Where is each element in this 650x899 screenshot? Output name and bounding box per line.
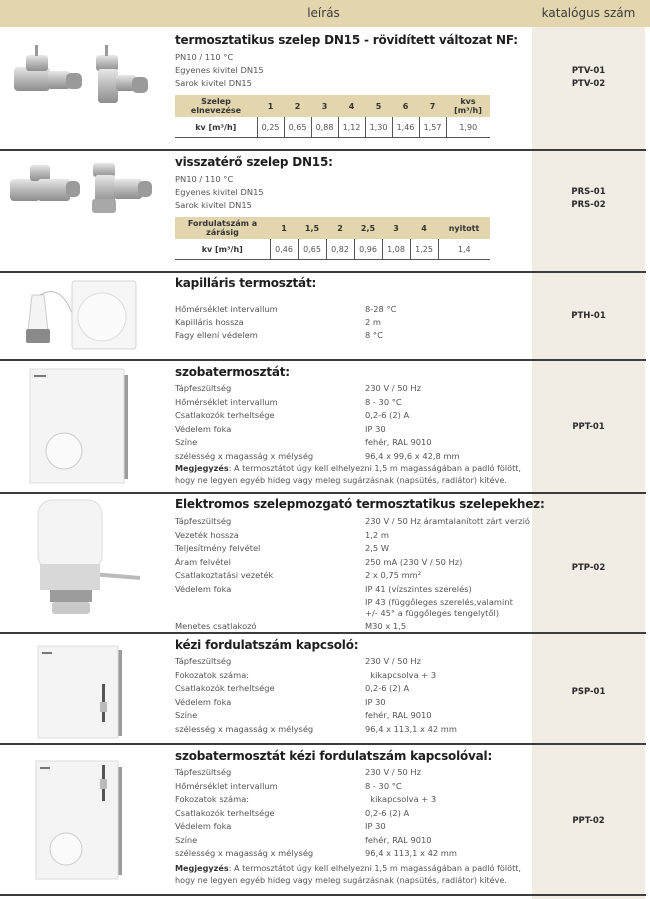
spec-label: Védelem foka <box>175 423 232 434</box>
spec-row <box>175 584 525 598</box>
product-section-ppt01 <box>0 361 650 494</box>
spec-value: 2 m <box>365 317 381 327</box>
return-valve-image <box>0 151 170 271</box>
spec-label: Színe <box>175 710 198 720</box>
spec-label: Hőmérséklet intervallum <box>175 780 278 791</box>
spec-label: Tápfeszültség <box>175 383 232 393</box>
note-label: Megjegyzés <box>175 863 229 873</box>
spec-value: IP 30 <box>365 696 386 707</box>
table-header-cell: Szelep elnevezése <box>175 95 257 117</box>
spec-value: IP 41 (vízszintes szerelés) <box>365 583 472 594</box>
note-text: hogy ne legyen egyéb hideg vagy meleg sugárzásnak (napsütés, radiátor) kitéve. <box>175 874 507 885</box>
spec-value: IP 30 <box>365 423 386 434</box>
spec-line: Sarok kivitel DN15 <box>175 78 252 88</box>
spec-row <box>175 767 525 781</box>
spec-value: 0,2-6 (2) A <box>365 410 410 420</box>
header-description: leírás <box>307 6 340 20</box>
spec-label: Védelem foka <box>175 821 232 831</box>
spec-row <box>175 530 525 544</box>
spec-row <box>175 543 525 557</box>
table-cell: 0,96 <box>354 239 382 260</box>
spec-value: 96,4 x 99,6 x 42,8 mm <box>365 450 460 461</box>
catalog-number <box>532 65 645 91</box>
spec-row <box>175 781 525 795</box>
spec-value: 96,4 x 113,1 x 42 mm <box>365 848 457 858</box>
spec-row <box>175 808 525 822</box>
spec-row <box>175 697 525 711</box>
spec-row <box>175 383 525 397</box>
capillary-thermostat-icon <box>0 273 170 359</box>
spec-value: 8-28 °C <box>365 304 397 314</box>
spec-label: Menetes csatlakozó <box>175 621 257 631</box>
table-header-cell: 3 <box>311 95 338 117</box>
spec-line: Sarok kivitel DN15 <box>175 200 252 210</box>
catalog-code: PRS-02 <box>571 200 606 210</box>
spec-value: 2 x 0,75 mm² <box>365 570 422 580</box>
spec-label: szélesség x magasság x mélység <box>175 723 314 734</box>
spec-row <box>175 424 525 438</box>
table-cell: 1,46 <box>392 117 419 138</box>
spec-row <box>175 683 525 697</box>
valve-image <box>0 27 170 149</box>
spec-value: 230 V / 50 Hz <box>365 656 422 666</box>
product-section-ptv <box>0 27 650 151</box>
section-title: szobatermosztát kézi fordulatszám kapcsolóval: <box>175 749 493 763</box>
spec-label: Tápfeszültség <box>175 767 232 777</box>
room-thermostat-icon <box>0 361 170 491</box>
spec-label: Színe <box>175 437 198 447</box>
spec-value: 250 mA (230 V / 50 Hz) <box>365 556 463 567</box>
table-cell: 1,30 <box>365 117 392 138</box>
note-label: Megjegyzés <box>175 463 229 473</box>
spec-row <box>175 608 525 622</box>
spec-value: 8 °C <box>365 330 383 340</box>
spec-value: 8 - 30 °C <box>365 396 402 407</box>
spec-line: Egyenes kivitel DN15 <box>175 65 264 75</box>
spec-line: PN10 / 110 °C <box>175 174 234 184</box>
spec-label: Csatlakoztatási vezeték <box>175 570 274 580</box>
spec-row <box>175 516 530 530</box>
table-header-cell: kvs [m³/h] <box>446 95 490 117</box>
note-text: : A termosztátot úgy kell elhelyezni 1,5 m magasságában a padló fölött, <box>228 863 521 873</box>
spec-value: fehér, RAL 9010 <box>365 437 432 447</box>
spec-row <box>175 304 525 318</box>
spec-row <box>175 794 525 808</box>
spec-value: IP 43 (függőleges szerelés,valamint <box>365 597 513 607</box>
header-catalog-number: katalógus szám <box>541 6 636 20</box>
spec-label: Fagy elleni védelem <box>175 330 258 340</box>
speed-switch-image <box>0 634 170 743</box>
spec-label: szélesség x magasság x mélység <box>175 848 314 858</box>
spec-line: PN10 / 110 °C <box>175 52 234 62</box>
actuator-image <box>0 494 170 632</box>
spec-label: Színe <box>175 834 198 845</box>
capillary-thermostat-image <box>0 273 170 359</box>
table-cell: 0,46 <box>270 239 298 260</box>
table-header-cell: 1 <box>270 217 298 239</box>
thermostat-switch-icon <box>0 745 170 893</box>
table-cell: 0,65 <box>284 117 311 138</box>
catalog-code: PPT-01 <box>572 422 605 432</box>
note <box>175 863 521 886</box>
spec-label: Tápfeszültség <box>175 656 232 666</box>
spec-label: Vezeték hossza <box>175 529 239 540</box>
spec-label: Csatlakozók terheltsége <box>175 410 275 420</box>
spec-row <box>175 710 525 724</box>
spec-label: Csatlakozók terheltsége <box>175 807 275 818</box>
table-header-cell: 2 <box>284 95 311 117</box>
spec-value: 0,2-6 (2) A <box>365 807 410 818</box>
product-section-prs <box>0 151 650 273</box>
spec-row <box>175 397 525 411</box>
spec-label: Csatlakozók terheltsége <box>175 683 275 693</box>
spec-row <box>175 848 525 862</box>
kv-table <box>175 217 490 260</box>
spec-row <box>175 330 525 344</box>
spec-label: Védelem foka <box>175 696 232 707</box>
catalog-number <box>532 815 645 828</box>
spec-label: Kapilláris hossza <box>175 317 244 327</box>
table-header-cell: 5 <box>365 95 392 117</box>
table-row-label: kv [m³/h] <box>175 117 257 138</box>
spec-row <box>175 557 525 571</box>
table-cell: 1,4 <box>438 239 490 260</box>
table-header-cell: 2 <box>326 217 354 239</box>
table-header <box>0 0 650 27</box>
spec-value: 0,2-6 (2) A <box>365 683 410 693</box>
table-cell: 0,82 <box>326 239 354 260</box>
spec-value: IP 30 <box>365 821 386 831</box>
section-title: kapilláris termosztát: <box>175 276 317 290</box>
spec-row <box>175 437 525 451</box>
table-cell: 1,12 <box>338 117 365 138</box>
section-divider <box>0 894 646 896</box>
note <box>175 463 521 486</box>
return-valve-icon <box>0 151 170 251</box>
actuator-icon <box>0 494 170 632</box>
table-header-cell: 2,5 <box>354 217 382 239</box>
section-title: visszatérő szelep DN15: <box>175 155 333 169</box>
table-cell: 1,08 <box>382 239 410 260</box>
spec-label: Tápfeszültség <box>175 516 232 526</box>
speed-switch-icon <box>0 634 170 742</box>
table-header-cell: 1,5 <box>298 217 326 239</box>
spec-value: 2,5 W <box>365 543 390 553</box>
table-header-cell: 3 <box>382 217 410 239</box>
catalog-number <box>532 562 645 575</box>
product-section-psp <box>0 634 650 745</box>
table-cell: 0,25 <box>257 117 284 138</box>
catalog-number <box>532 686 645 699</box>
note-text: : A termosztátot úgy kell elhelyezni 1,5 m magasságában a padló fölött, <box>228 463 521 473</box>
thermostat-switch-image <box>0 745 170 894</box>
catalog-code: PTP-02 <box>571 563 606 573</box>
product-section-ppt02 <box>0 745 650 896</box>
table-cell: 1,25 <box>410 239 438 260</box>
table-header-cell: 4 <box>338 95 365 117</box>
kv-table <box>175 95 490 138</box>
section-title: kézi fordulatszám kapcsoló: <box>175 638 359 652</box>
spec-row <box>175 410 525 424</box>
catalog-number <box>532 186 645 212</box>
table-row-label: kv [m³/h] <box>175 239 270 260</box>
spec-value: M30 x 1,5 <box>365 621 407 631</box>
spec-label: Fokozatok száma: <box>175 794 250 804</box>
spec-line: Egyenes kivitel DN15 <box>175 187 264 197</box>
valve-icon <box>0 27 170 127</box>
spec-value: kikapcsolva + 3 <box>365 669 437 680</box>
table-header-cell: 4 <box>410 217 438 239</box>
spec-value: 230 V / 50 Hz áramtalanított zárt verzió <box>365 516 530 526</box>
spec-value: 1,2 m <box>365 529 389 540</box>
catalog-code: PTH-01 <box>571 311 606 321</box>
spec-label: szélesség x magasság x mélység <box>175 450 314 461</box>
catalog-number <box>532 310 645 323</box>
section-title: termosztatikus szelep DN15 - rövidített változat NF: <box>175 33 518 47</box>
spec-label: Hőmérséklet intervallum <box>175 396 278 407</box>
spec-row <box>175 670 525 684</box>
table-header-cell: 6 <box>392 95 419 117</box>
table-header-cell: 7 <box>419 95 446 117</box>
table-cell: 1,90 <box>446 117 490 138</box>
spec-row <box>175 656 525 670</box>
catalog-code: PTV-01 <box>571 66 606 76</box>
note-text: hogy ne legyen egyéb hideg vagy meleg sugárzásnak (napsütés, radiátor) kitéve. <box>175 474 507 485</box>
catalog-code: PPT-02 <box>572 816 605 826</box>
catalog-code: PRS-01 <box>571 187 606 197</box>
spec-row <box>175 821 525 835</box>
section-title: Elektromos szelepmozgató termosztatikus szelepekhez: <box>175 497 545 511</box>
table-cell: 0,88 <box>311 117 338 138</box>
table-header-cell: nyitott <box>438 217 490 239</box>
spec-label: Fokozatok száma: <box>175 669 250 680</box>
table-header-cell: 1 <box>257 95 284 117</box>
table-cell: 0,65 <box>298 239 326 260</box>
catalog-code: PSP-01 <box>571 687 606 697</box>
section-title: szobatermosztát: <box>175 365 290 379</box>
spec-value: 8 - 30 °C <box>365 780 402 791</box>
spec-value: 96,4 x 113,1 x 42 mm <box>365 723 457 734</box>
spec-label: Áram felvétel <box>175 556 231 567</box>
catalog-number <box>532 421 645 434</box>
spec-row <box>175 570 525 584</box>
spec-value: kikapcsolva + 3 <box>365 794 437 804</box>
spec-label: Védelem foka <box>175 583 232 594</box>
spec-row <box>175 724 525 738</box>
spec-label: Teljesítmény felvétel <box>175 543 261 553</box>
spec-row <box>175 835 525 849</box>
product-section-ptp <box>0 494 650 634</box>
spec-value: 230 V / 50 Hz <box>365 767 422 777</box>
spec-label: Hőmérséklet intervallum <box>175 304 278 314</box>
room-thermostat-image <box>0 361 170 492</box>
catalog-code: PTV-02 <box>571 79 606 89</box>
spec-value: fehér, RAL 9010 <box>365 834 432 845</box>
spec-value: +/- 45° a függőleges tengelytől) <box>365 608 500 618</box>
spec-value: 230 V / 50 Hz <box>365 383 422 393</box>
table-header-cell: Fordulatszám a zárásig <box>175 217 270 239</box>
table-cell: 1,57 <box>419 117 446 138</box>
spec-value: fehér, RAL 9010 <box>365 710 432 720</box>
product-section-pth <box>0 273 650 361</box>
spec-row <box>175 317 525 331</box>
